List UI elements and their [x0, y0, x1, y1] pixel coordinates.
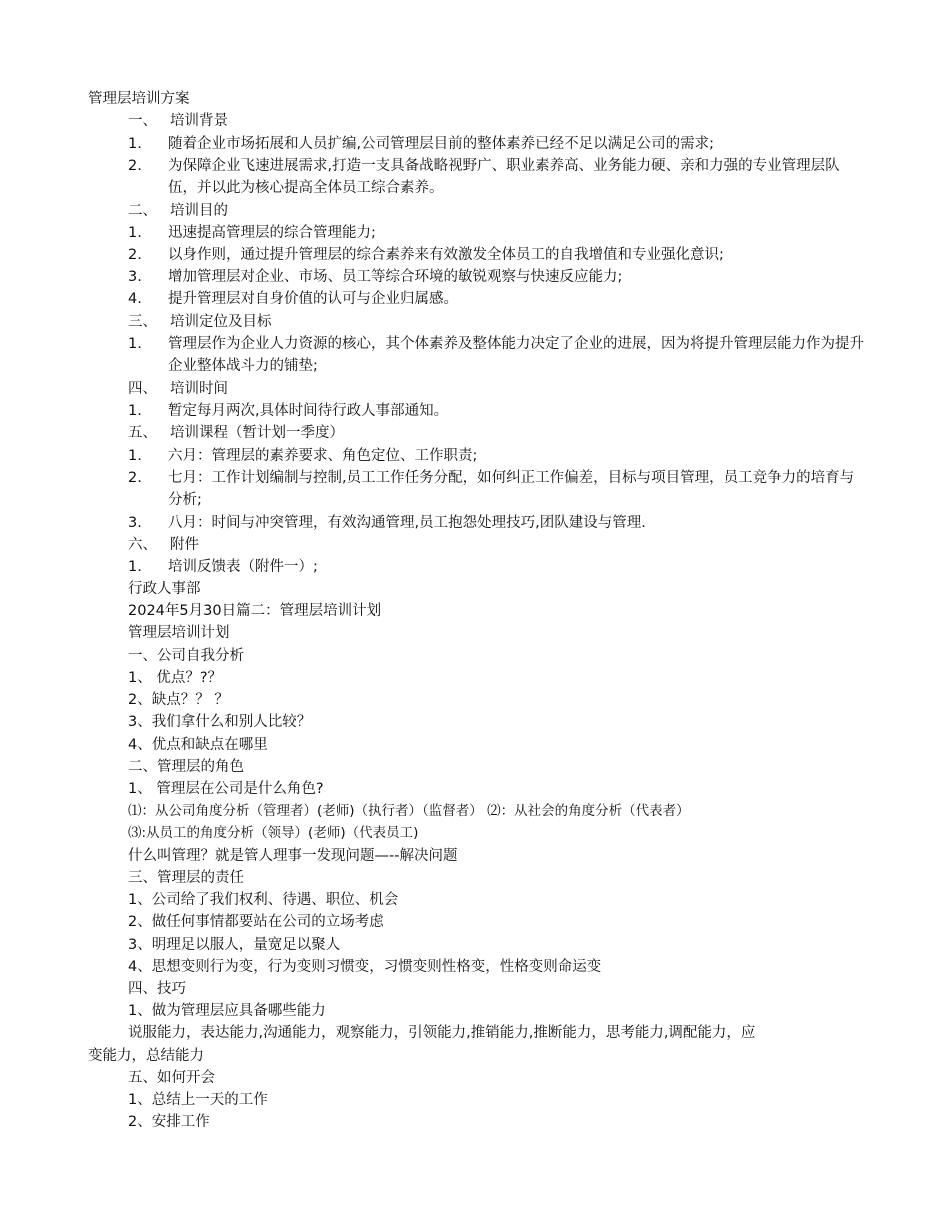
- item-number: 1.: [128, 448, 142, 464]
- list-item: [128, 556, 868, 578]
- plan-heading-2: 二、管理层的角色: [128, 759, 244, 775]
- list-item: 3、明理足以服人，量宽足以聚人: [128, 937, 341, 953]
- list-item: [128, 512, 868, 534]
- item-text: 六月：管理层的素养要求、角色定位、工作职责;: [168, 448, 478, 464]
- role-analysis-line: ⑴：从公司角度分析（管理者）(老师)（执行者）（监督者） ⑵：从社会的角度分析（代表者）: [128, 803, 690, 819]
- section-number: 一、: [128, 113, 157, 129]
- section-heading-3: [128, 311, 908, 333]
- item-text: 随着企业市场拓展和人员扩编,公司管理层目前的整体素养已经不足以满足公司的需求;: [168, 136, 714, 152]
- list-item: [128, 266, 868, 288]
- list-item: 1、总结上一天的工作: [128, 1092, 268, 1108]
- item-text: 增加管理层对企业、市场、员工等综合环境的敏锐观察与快速反应能力;: [168, 269, 623, 285]
- doc-title: 管理层培训方案: [88, 91, 190, 107]
- section-title: 培训定位及目标: [170, 314, 272, 330]
- section-number: 三、: [128, 314, 157, 330]
- item-text: 管理层作为企业人力资源的核心，其个体素养及整体能力决定了企业的进展，因为将提升管理层能力作为提升企业整体战斗力的铺垫;: [168, 336, 864, 374]
- abilities-paragraph-continued: 变能力，总结能力: [88, 1048, 204, 1064]
- item-text: 培训反馈表（附件一）;: [168, 559, 318, 575]
- item-text: 提升管理层对自身价值的认可与企业归属感。: [168, 291, 458, 307]
- item-number: 1.: [128, 336, 142, 352]
- item-text: 以身作则，通过提升管理层的综合素养来有效激发全体员工的自我增值和专业强化意识;: [168, 247, 724, 263]
- item-text: 七月：工作计划编制与控制,员工工作任务分配，如何纠正工作偏差，目标与项目管理，员工竞争力的培育与分析;: [168, 470, 855, 508]
- list-item: 4、优点和缺点在哪里: [128, 737, 268, 753]
- item-text: 暂定每月两次,具体时间待行政人事部通知。: [168, 403, 449, 419]
- list-item: 2、缺点？？ ？: [128, 692, 229, 708]
- item-number: 1.: [128, 559, 142, 575]
- list-item: [128, 155, 868, 199]
- plan-heading-3: 三、管理层的责任: [128, 870, 244, 886]
- section-number: 六、: [128, 537, 157, 553]
- list-item: [128, 445, 868, 467]
- section-number: 四、: [128, 381, 157, 397]
- item-number: 1.: [128, 136, 142, 152]
- plan-heading-4: 四、技巧: [128, 981, 186, 997]
- list-item: [128, 467, 868, 511]
- section-heading-2: [128, 200, 908, 222]
- role-analysis-line: ⑶:从员工的角度分析（领导）(老师)（代表员工): [128, 825, 419, 841]
- list-item: [128, 333, 868, 377]
- list-item: 2、安排工作: [128, 1114, 210, 1130]
- list-item: 4、思想变则行为变，行为变则习惯变，习惯变则性格变，性格变则命运变: [128, 959, 602, 975]
- management-definition: 什么叫管理？就是管人理事一发现问题—--解决问题: [128, 848, 458, 864]
- section-heading-5: [128, 422, 908, 444]
- section-title: 培训课程（暂计划一季度）: [170, 425, 344, 441]
- list-item: [128, 133, 868, 155]
- item-text: 迅速提高管理层的综合管理能力;: [168, 225, 376, 241]
- list-item: 3、我们拿什么和别人比较？: [128, 714, 312, 730]
- item-number: 4.: [128, 291, 142, 307]
- section-title: 附件: [170, 537, 199, 553]
- item-number: 1.: [128, 403, 142, 419]
- item-number: 2.: [128, 158, 142, 174]
- plan-heading-5: 五、如何开会: [128, 1070, 215, 1086]
- list-item: 1、 管理层在公司是什么角色?: [128, 781, 324, 797]
- item-number: 2.: [128, 247, 142, 263]
- plan-title: 管理层培训计划: [128, 625, 230, 641]
- section-title: 培训目的: [170, 203, 228, 219]
- item-number: 3.: [128, 269, 142, 285]
- list-item: [128, 222, 868, 244]
- section-heading-6: [128, 534, 908, 556]
- date-line: 2024年5月30日篇二：管理层培训计划: [128, 603, 382, 619]
- section-number: 二、: [128, 203, 157, 219]
- item-text: 八月：时间与冲突管理，有效沟通管理,员工抱怨处理技巧,团队建设与管理.: [168, 515, 646, 531]
- item-number: 1.: [128, 225, 142, 241]
- section-title: 培训背景: [170, 113, 228, 129]
- list-item: 1、做为管理层应具备哪些能力: [128, 1003, 326, 1019]
- section-title: 培训时间: [170, 381, 228, 397]
- section-number: 五、: [128, 425, 157, 441]
- list-item: [128, 288, 868, 310]
- item-number: 2.: [128, 470, 142, 486]
- item-number: 3.: [128, 515, 142, 531]
- department-signature: 行政人事部: [128, 581, 201, 597]
- list-item: 2、做任何事情都要站在公司的立场考虑: [128, 914, 384, 930]
- list-item: 1、公司给了我们权利、待遇、职位、机会: [128, 892, 399, 908]
- list-item: [128, 244, 868, 266]
- abilities-paragraph: 说服能力，表达能力,沟通能力，观察能力，引领能力,推销能力,推断能力，思考能力,调配能力，应: [128, 1025, 756, 1041]
- list-item: 1、 优点？?？: [128, 670, 223, 686]
- plan-heading-1: 一、公司自我分析: [128, 648, 244, 664]
- section-heading-1: [128, 110, 908, 132]
- section-heading-4: [128, 378, 908, 400]
- list-item: [128, 400, 868, 422]
- item-text: 为保障企业飞速进展需求,打造一支具备战略视野广、职业素养高、业务能力硬、亲和力强的专业管理层队伍，并以此为核心提高全体员工综合素养。: [168, 158, 840, 196]
